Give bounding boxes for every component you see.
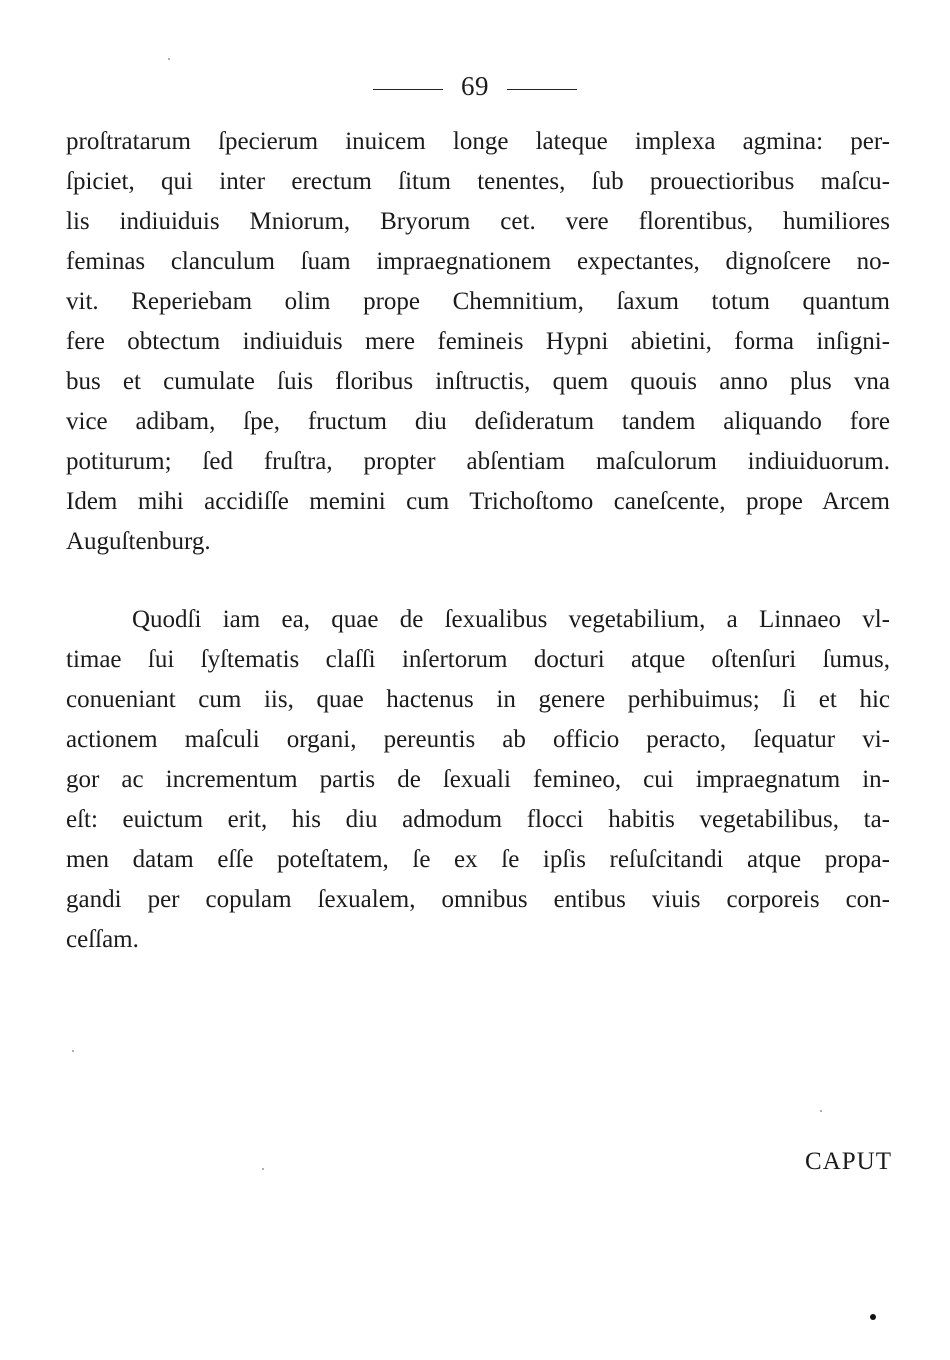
paragraph-2 — [66, 600, 890, 960]
text-line: Auguſtenburg. — [66, 528, 211, 555]
text-line: ſpiciet, qui inter erectum ſitum tenentes, ſub prouectioribus maſcu- — [66, 168, 890, 195]
page-header — [0, 66, 950, 106]
text-line: potiturum; ſed fruſtra, propter abſentiam maſculorum indiuiduorum. — [66, 448, 890, 475]
text-line: vit. Reperiebam olim prope Chemnitium, ſaxum totum quantum — [66, 288, 890, 315]
text-line: ceſſam. — [66, 926, 139, 953]
page-number: 69 — [461, 70, 489, 101]
header-rule-right — [507, 89, 577, 90]
text-line: feminas clanculum ſuam impraegnationem expectantes, dignoſcere no- — [66, 248, 890, 275]
text-line: eſt: euictum erit, his diu admodum flocci habitis vegetabilibus, ta- — [66, 806, 890, 833]
paper-speck — [262, 1168, 264, 1170]
text-line: bus et cumulate ſuis floribus inſtructis, quem quouis anno plus vna — [66, 368, 890, 395]
text-line: fere obtectum indiuiduis mere femineis Hypni abietini, forma inſigni- — [66, 328, 890, 355]
text-line: men datam eſſe poteſtatem, ſe ex ſe ipſis reſuſcitandi atque propa- — [66, 846, 890, 873]
paper-speck — [820, 1110, 822, 1112]
text-line: timae ſui ſyſtematis claſſi inſertorum docturi atque oſtenſuri ſumus, — [66, 646, 890, 673]
text-line: proſtratarum ſpecierum inuicem longe lateque implexa agmina: per- — [66, 128, 890, 155]
header-rule-left — [373, 89, 443, 90]
text-line: Idem mihi accidiſſe memini cum Trichoſtomo caneſcente, prope Arcem — [66, 488, 890, 515]
ink-dot — [870, 1314, 876, 1320]
text-line: actionem maſculi organi, pereuntis ab officio peracto, ſequatur vi- — [66, 726, 890, 753]
text-line: vice adibam, ſpe, fructum diu deſideratum tandem aliquando fore — [66, 408, 890, 435]
paper-speck — [168, 58, 170, 60]
text-line: gor ac incrementum partis de ſexuali femineo, cui impraegnatum in- — [66, 766, 890, 793]
text-line: conueniant cum iis, quae hactenus in genere perhibuimus; ſi et hic — [66, 686, 890, 713]
text-line: lis indiuiduis Mniorum, Bryorum cet. vere florentibus, humiliores — [66, 208, 890, 235]
paragraph-1 — [66, 122, 890, 562]
text-line: gandi per copulam ſexualem, omnibus entibus viuis corporeis con- — [66, 886, 890, 913]
paper-speck — [72, 1050, 74, 1052]
text-line: Quodſi iam ea, quae de ſexualibus vegetabilium, a Linnaeo vl- — [132, 606, 890, 633]
catchword: CAPUT — [805, 1148, 892, 1175]
